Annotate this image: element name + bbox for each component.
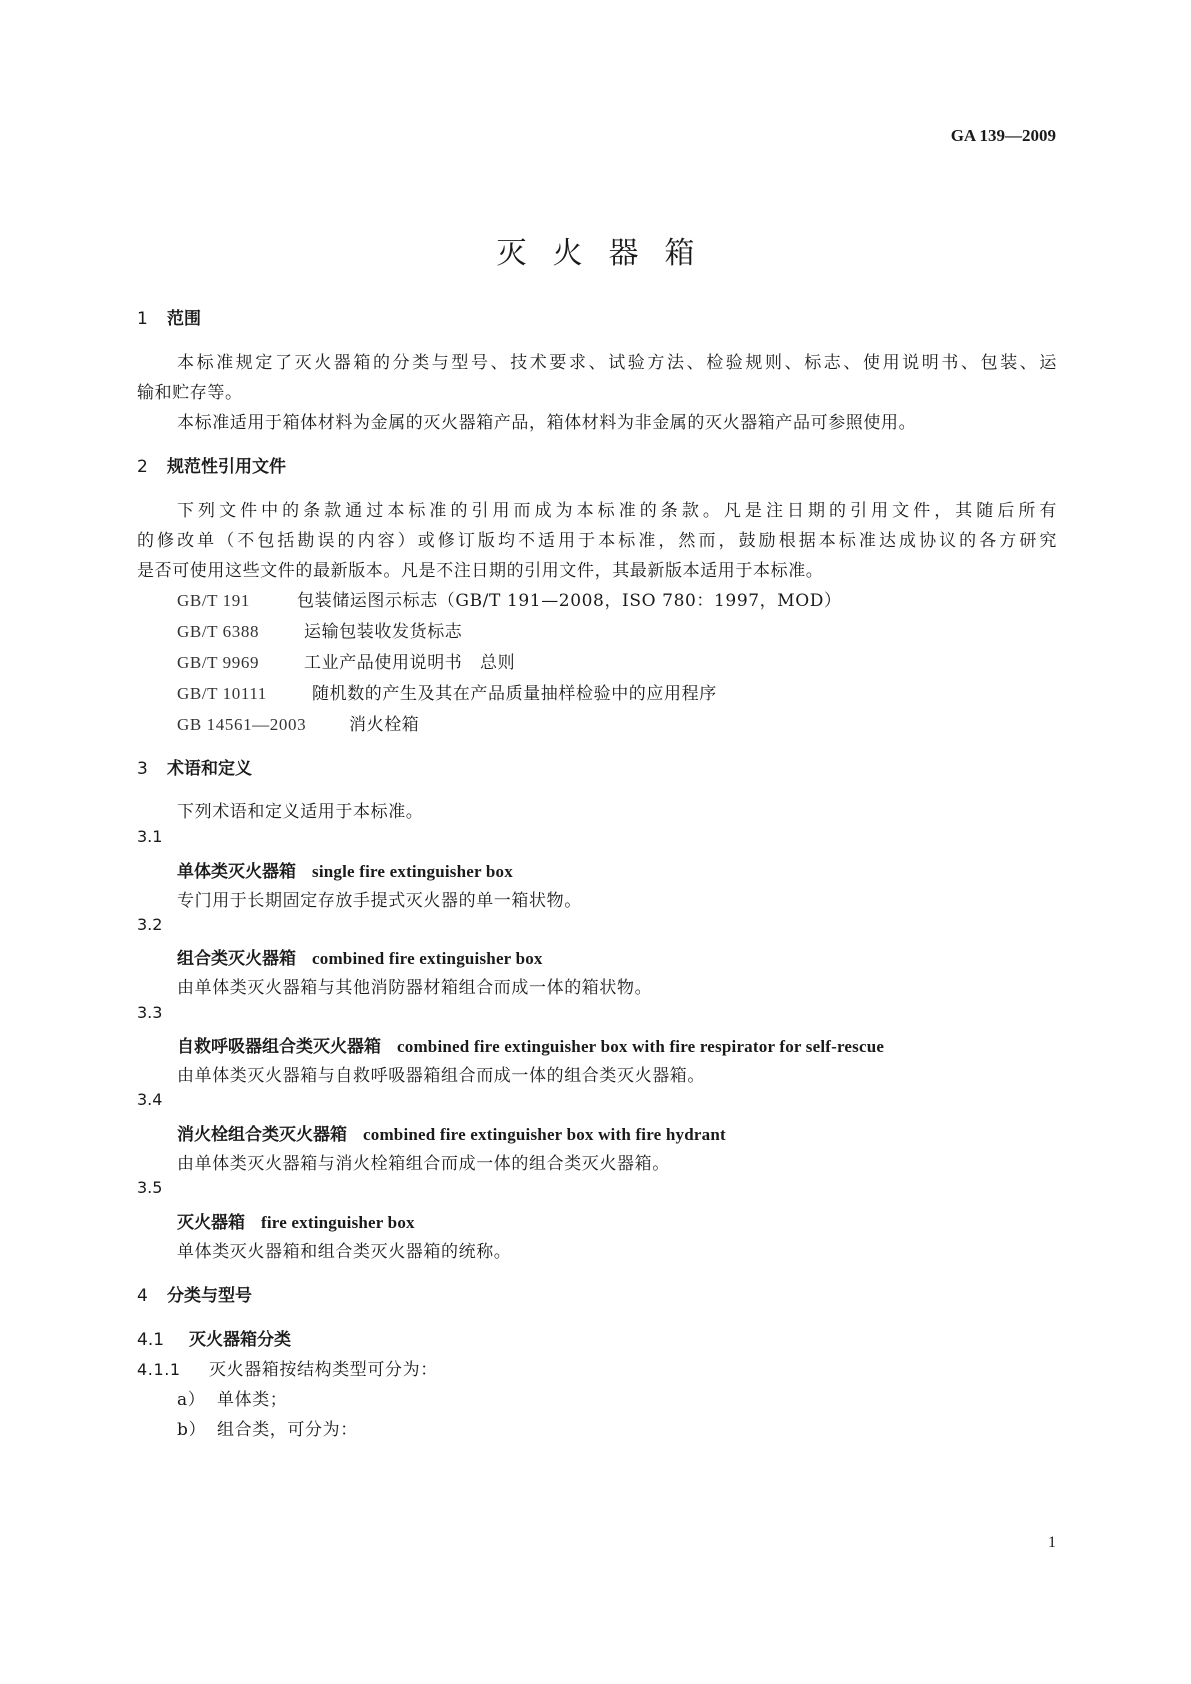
reference-code: GB/T 9969 xyxy=(177,653,260,672)
reference-title: 消火栓箱 xyxy=(349,715,420,735)
list-item xyxy=(177,1385,287,1410)
term-heading xyxy=(177,944,543,969)
reference-title: 运输包装收发货标志 xyxy=(304,622,463,642)
paragraph-line: 本标准适用于箱体材料为金属的灭火器箱产品，箱体材料为非金属的灭火器箱产品可参照使用。 xyxy=(177,413,917,433)
list-item xyxy=(177,1415,358,1440)
term-en: single fire extinguisher box xyxy=(312,862,513,881)
section-3-heading xyxy=(137,754,252,779)
section-4-heading xyxy=(137,1281,252,1306)
term-definition: 专门用于长期固定存放手提式灭火器的单一箱状物。 xyxy=(177,891,582,911)
term-heading xyxy=(177,1032,884,1057)
term-definition: 单体类灭火器箱和组合类灭火器箱的统称。 xyxy=(177,1242,512,1262)
reference-title: 工业产品使用说明书 总则 xyxy=(304,653,516,673)
clause-number: 4.1.1 xyxy=(137,1360,181,1379)
page-title: 灭火器箱 xyxy=(496,236,721,271)
reference-item xyxy=(177,617,462,642)
term-definition: 由单体类灭火器箱与自救呼吸器箱组合而成一体的组合类灭火器箱。 xyxy=(177,1066,705,1086)
term-heading xyxy=(177,1208,415,1233)
term-zh: 消火栓组合类灭火器箱 xyxy=(177,1125,347,1145)
reference-title: 包装储运图示标志（GB/T 191—2008，ISO 780：1997，MOD） xyxy=(297,591,842,611)
section-title: 术语和定义 xyxy=(167,759,252,779)
section-number: 2 xyxy=(137,457,148,477)
reference-item xyxy=(177,710,419,735)
document-number: GA 139—2009 xyxy=(950,126,1056,145)
term-number: 3.5 xyxy=(137,1178,163,1197)
subsection-4-1-heading xyxy=(137,1325,291,1350)
term-en: combined fire extinguisher box with fire hydrant xyxy=(363,1125,726,1144)
term-number: 3.4 xyxy=(137,1090,163,1109)
paragraph-line: 本标准规定了灭火器箱的分类与型号、技术要求、试验方法、检验规则、标志、使用说明书、包装、运 xyxy=(177,353,1057,373)
section-title: 规范性引用文件 xyxy=(167,457,286,477)
term-en: combined fire extinguisher box with fire respirator for self-rescue xyxy=(397,1037,885,1056)
term-en: fire extinguisher box xyxy=(261,1213,415,1232)
subsection-title: 灭火器箱分类 xyxy=(189,1330,291,1350)
term-heading xyxy=(177,1120,726,1145)
term-number: 3.3 xyxy=(137,1003,163,1022)
subsection-number: 4.1 xyxy=(137,1330,165,1350)
term-zh: 单体类灭火器箱 xyxy=(177,862,296,882)
page-number: 1 xyxy=(1048,1534,1056,1551)
section-number: 1 xyxy=(137,309,148,329)
reference-title: 随机数的产生及其在产品质量抽样检验中的应用程序 xyxy=(312,684,717,704)
paragraph-line: 下列文件中的条款通过本标准的引用而成为本标准的条款。凡是注日期的引用文件，其随后所有 xyxy=(177,501,1057,521)
reference-item xyxy=(177,679,717,704)
section-number: 3 xyxy=(137,759,148,779)
reference-code: GB/T 6388 xyxy=(177,622,260,641)
reference-code: GB/T 10111 xyxy=(177,684,267,703)
clause-4-1-1 xyxy=(137,1355,438,1380)
paragraph-line: 输和贮存等。 xyxy=(137,383,243,403)
reference-item xyxy=(177,648,515,673)
list-text: 单体类； xyxy=(217,1390,288,1410)
paragraph-line: 是否可使用这些文件的最新版本。凡是不注日期的引用文件，其最新版本适用于本标准。 xyxy=(137,561,824,581)
section-1-heading xyxy=(137,304,201,329)
term-en: combined fire extinguisher box xyxy=(312,949,543,968)
term-zh: 灭火器箱 xyxy=(177,1213,245,1233)
term-number: 3.1 xyxy=(137,827,163,846)
term-zh: 自救呼吸器组合类灭火器箱 xyxy=(177,1037,381,1057)
reference-item xyxy=(177,586,842,611)
list-label: a） xyxy=(177,1390,206,1410)
paragraph-line: 下列术语和定义适用于本标准。 xyxy=(177,802,424,822)
reference-code: GB/T 191 xyxy=(177,591,250,610)
list-text: 组合类，可分为： xyxy=(217,1420,358,1440)
term-zh: 组合类灭火器箱 xyxy=(177,949,296,969)
paragraph-line: 的修改单（不包括勘误的内容）或修订版均不适用于本标准，然而，鼓励根据本标准达成协议的各方研究 xyxy=(137,531,1057,551)
section-title: 范围 xyxy=(167,309,201,329)
reference-code: GB 14561—2003 xyxy=(177,715,307,734)
term-number: 3.2 xyxy=(137,915,163,934)
list-label: b） xyxy=(177,1420,207,1440)
clause-text: 灭火器箱按结构类型可分为： xyxy=(209,1360,438,1380)
section-number: 4 xyxy=(137,1286,148,1306)
term-definition: 由单体类灭火器箱与其他消防器材箱组合而成一体的箱状物。 xyxy=(177,978,653,998)
term-heading xyxy=(177,857,513,882)
section-title: 分类与型号 xyxy=(167,1286,252,1306)
section-2-heading xyxy=(137,452,286,477)
term-definition: 由单体类灭火器箱与消火栓箱组合而成一体的组合类灭火器箱。 xyxy=(177,1154,670,1174)
